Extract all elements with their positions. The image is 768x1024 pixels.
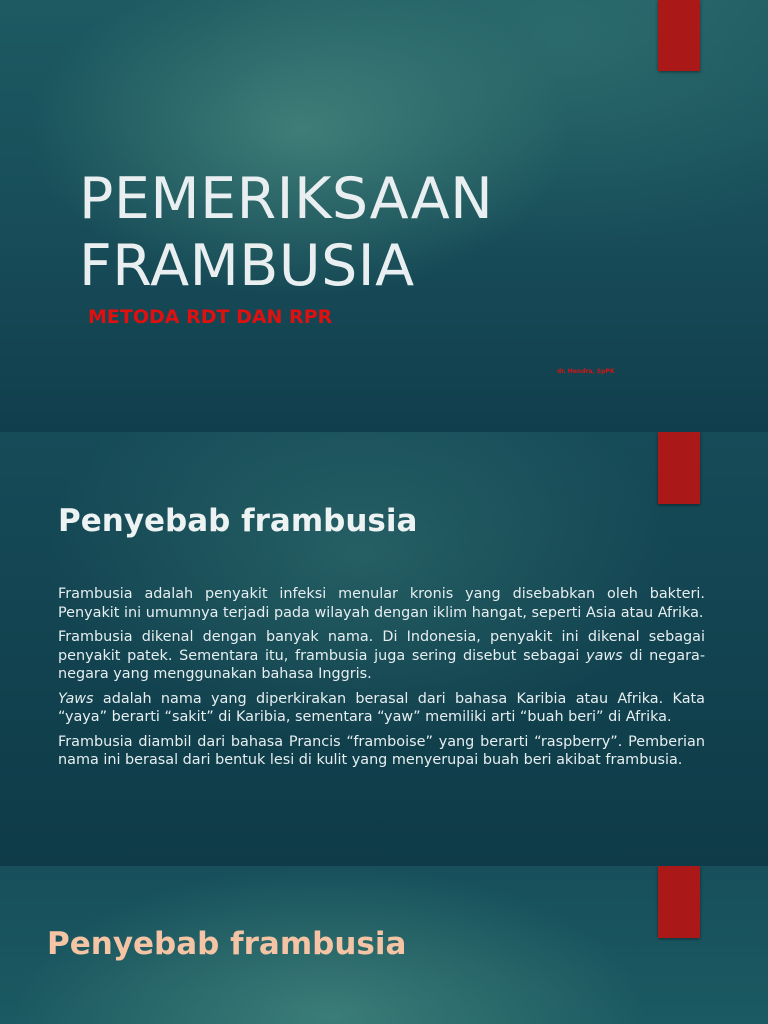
slide-title: [0, 0, 768, 432]
paragraph-1-text: Frambusia adalah penyakit infeksi menular kronis yang disebabkan oleh bakteri. Penyakit ini umumnya terjadi pada wilayah dengan iklim hangat, seperti Asia atau Afrika.: [58, 586, 705, 621]
paragraph-2-italic: yaws: [586, 647, 623, 664]
red-accent-tab: [658, 432, 700, 504]
title-line-2: FRAMBUSIA: [79, 233, 415, 299]
slide-penyebab-2: [0, 866, 768, 1024]
paragraph-4: [58, 733, 705, 770]
slide-body: [58, 585, 705, 776]
paragraph-2-text-a: Frambusia dikenal dengan banyak nama. Di Indonesia, penyakit ini dikenal sebagai penyakit patek. Sementara itu, frambusia juga sering disebut sebagai: [58, 629, 705, 664]
author-note: dr. Hendra, SpPK: [557, 368, 615, 375]
paragraph-2: [58, 628, 705, 684]
paragraph-4-text: Frambusia diambil dari bahasa Prancis “framboise” yang berarti “raspberry”. Pemberian nama ini berasal dari bentuk lesi di kulit yang menyerupai buah beri akibat frambusia.: [58, 733, 705, 768]
paragraph-2-text-b: di negara-negara yang menggunakan bahasa Inggris.: [58, 647, 706, 682]
presentation-subtitle: METODA RDT DAN RPR: [88, 306, 333, 328]
slide-heading: Penyebab frambusia: [58, 503, 418, 539]
paragraph-3-italic: Yaws: [58, 690, 94, 707]
slide-penyebab: [0, 432, 768, 866]
paragraph-1: [58, 585, 705, 622]
presentation-title: [79, 166, 639, 300]
slide-heading: Penyebab frambusia: [47, 926, 407, 962]
paragraph-3-text: adalah nama yang diperkirakan berasal dari bahasa Karibia atau Afrika. Kata “yaya” berarti “sakit” di Karibia, sementara “yaw” memiliki arti “buah beri” di Afrika.: [58, 690, 705, 725]
red-accent-tab: [658, 866, 700, 938]
red-accent-tab: [658, 0, 700, 71]
paragraph-3: [58, 690, 705, 727]
title-line-1: PEMERIKSAAN: [79, 166, 494, 232]
